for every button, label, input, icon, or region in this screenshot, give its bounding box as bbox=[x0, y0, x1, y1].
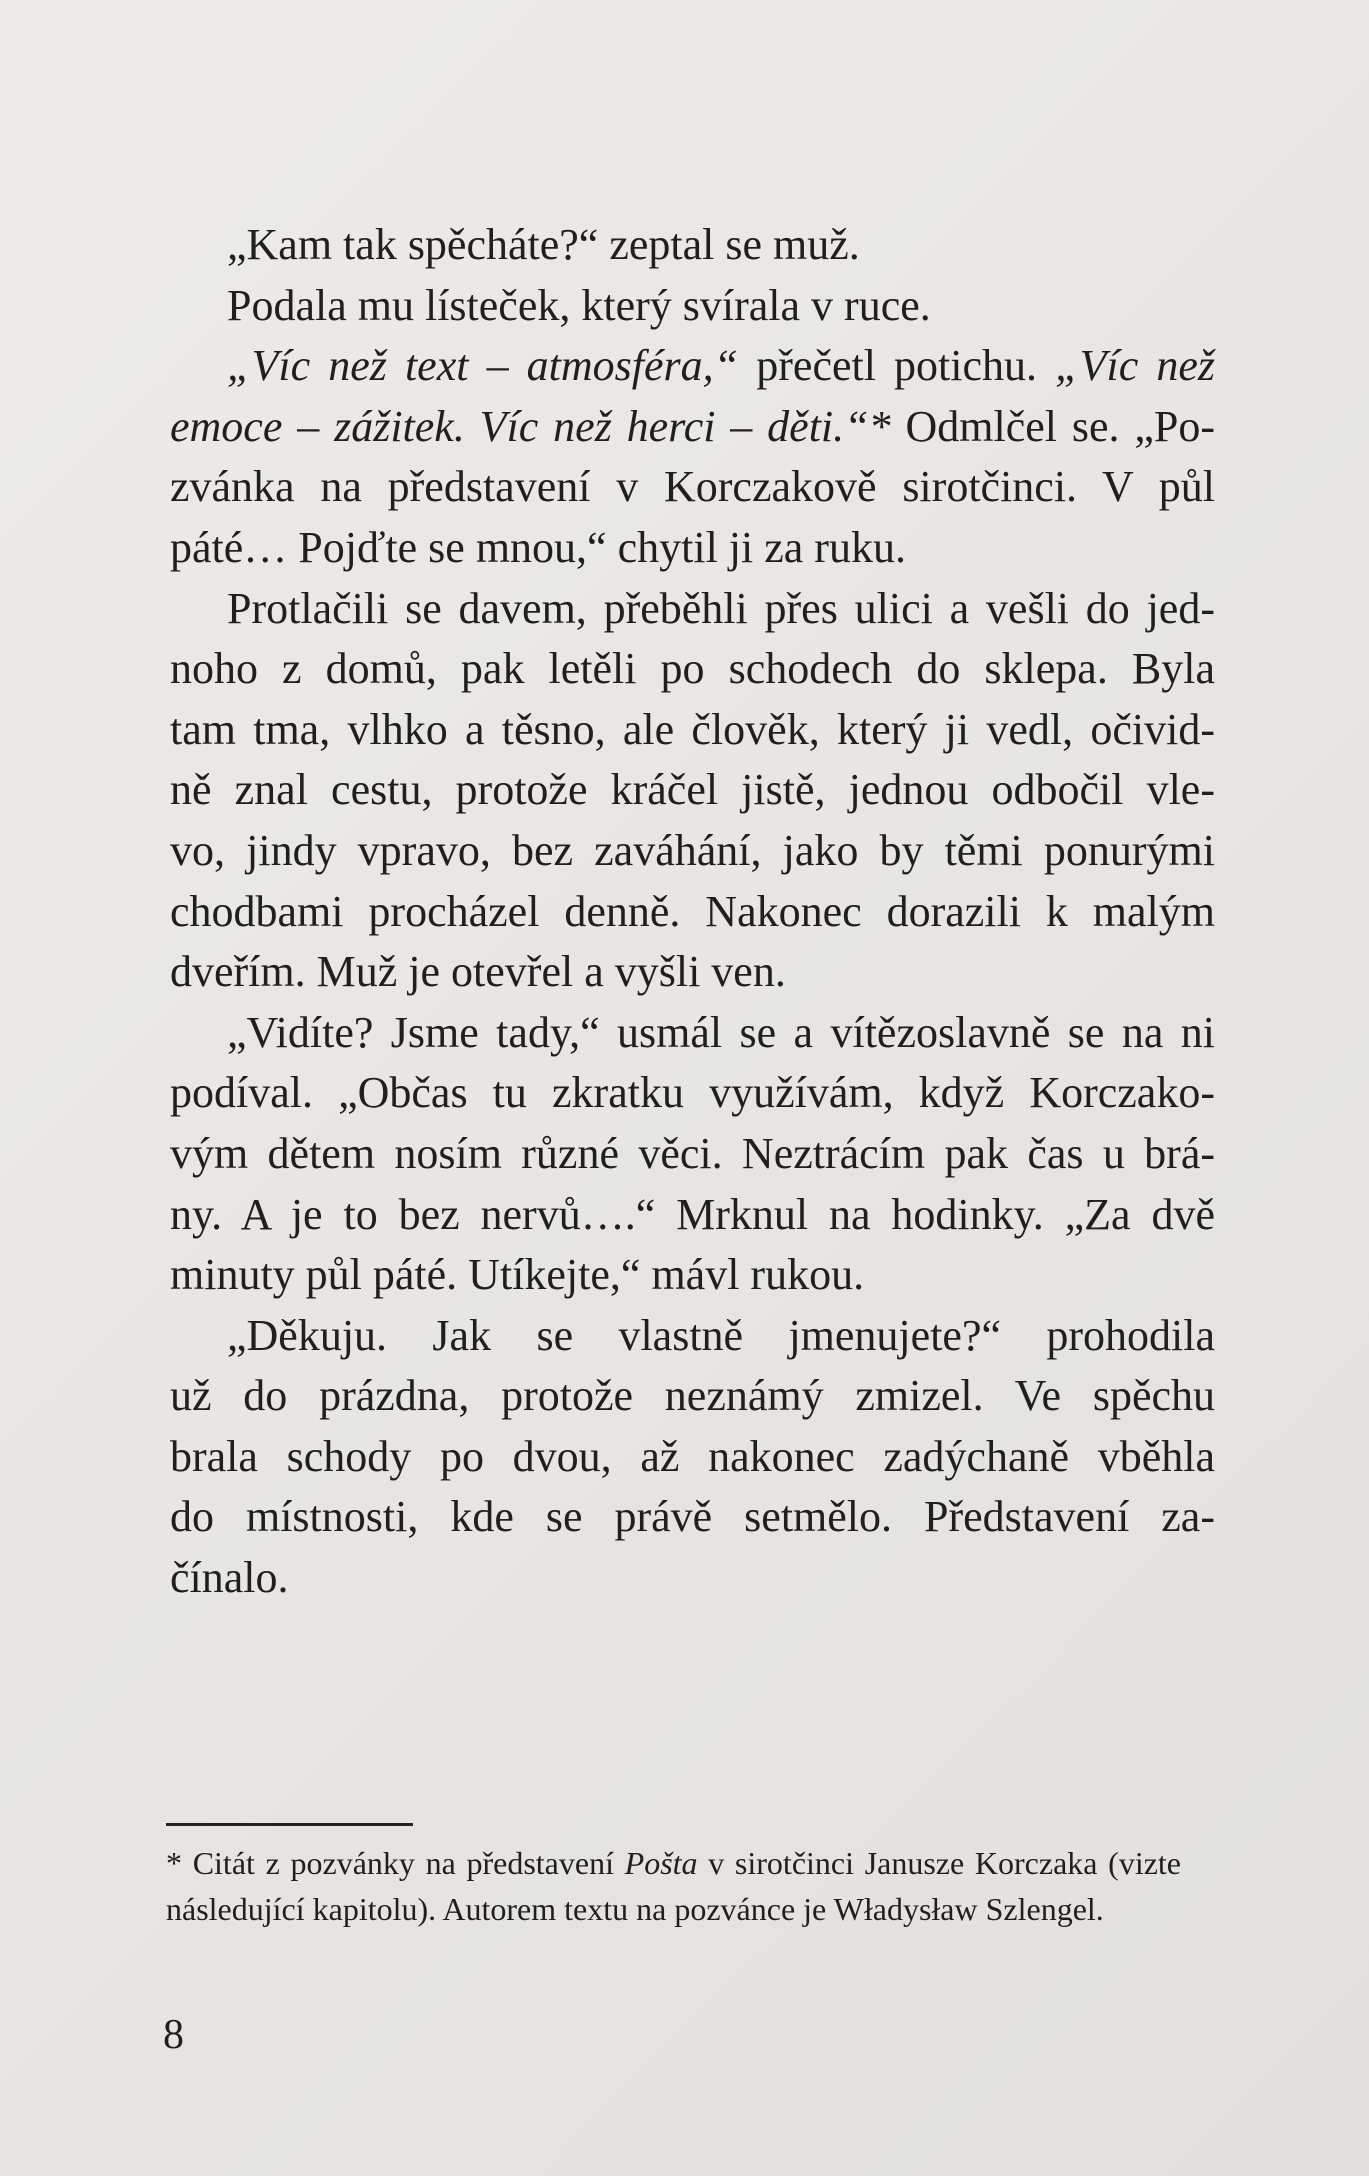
line-text: do místnosti, kde se právě setmělo. Představení za- bbox=[170, 1492, 1215, 1542]
text-line bbox=[170, 1003, 1215, 1064]
line-text: Odmlčel se. „Po- bbox=[890, 401, 1216, 451]
line-text: vo, jindy vpravo, bez zaváhání, jako by těmi ponurými bbox=[170, 825, 1215, 875]
text-line bbox=[170, 700, 1215, 761]
text-line bbox=[170, 760, 1215, 821]
text-line bbox=[170, 457, 1215, 518]
line-text: „Děkuju. Jak se vlastně jmenujete?“ prohodila bbox=[227, 1310, 1215, 1360]
text-line bbox=[170, 1306, 1215, 1367]
text-line bbox=[170, 336, 1215, 397]
text-line bbox=[170, 639, 1215, 700]
line-text: Podala mu lísteček, který svírala v ruce. bbox=[227, 280, 931, 330]
italic-text: emoce – zážitek. Víc než herci – děti.“* bbox=[170, 401, 891, 451]
line-text: ně znal cestu, protože kráčel jistě, jednou odbočil vle- bbox=[170, 765, 1215, 815]
line-text: brala schody po dvou, až nakonec zadýchaně vběhla bbox=[170, 1431, 1215, 1481]
line-text: podíval. „Občas tu zkratku využívám, když Korczako- bbox=[170, 1068, 1215, 1118]
text-line bbox=[170, 1185, 1215, 1246]
line-text: přečetl potichu. bbox=[738, 341, 1056, 391]
text-line bbox=[170, 942, 1215, 1003]
footnote-text: v sirotčinci Janusze Korczaka (vizte bbox=[697, 1845, 1181, 1881]
line-text: Protlačili se davem, přeběhli přes ulici a vešli do jed- bbox=[227, 583, 1215, 633]
text-line bbox=[170, 882, 1215, 943]
line-text: minuty půl páté. Utíkejte,“ mávl rukou. bbox=[170, 1250, 865, 1300]
text-line bbox=[170, 1063, 1215, 1124]
line-text: páté… Pojďte se mnou,“ chytil ji za ruku. bbox=[170, 522, 906, 572]
text-line bbox=[170, 397, 1215, 458]
line-text: už do prázdna, protože neznámý zmizel. Ve spěchu bbox=[170, 1371, 1215, 1421]
footnote-rule bbox=[166, 1823, 413, 1826]
text-line bbox=[170, 1487, 1215, 1548]
text-line bbox=[170, 276, 1215, 337]
line-text: noho z domů, pak letěli po schodech do sklepa. Byla bbox=[170, 644, 1215, 694]
line-text: chodbami procházel denně. Nakonec dorazili k malým bbox=[170, 886, 1215, 936]
text-line bbox=[170, 821, 1215, 882]
line-text: zvánka na představení v Korczakově sirotčinci. V půl bbox=[170, 462, 1215, 512]
text-line bbox=[170, 518, 1215, 579]
text-line bbox=[170, 1548, 1215, 1609]
text-line bbox=[170, 1427, 1215, 1488]
text-line bbox=[170, 1245, 1215, 1306]
footnote-line bbox=[166, 1840, 1181, 1886]
footnote-line bbox=[166, 1886, 1181, 1932]
italic-text: „Víc než text – atmosféra,“ bbox=[227, 341, 739, 391]
page-number: 8 bbox=[163, 2012, 184, 2058]
line-text: „Vidíte? Jsme tady,“ usmál se a vítězoslavně se na ni bbox=[227, 1007, 1215, 1057]
text-line bbox=[170, 1124, 1215, 1185]
line-text: čínalo. bbox=[170, 1553, 289, 1603]
text-line bbox=[170, 1366, 1215, 1427]
footnote-text: následující kapitolu). Autorem textu na pozvánce je Władysław Szlengel. bbox=[166, 1891, 1104, 1927]
footnote-italic-title: Pošta bbox=[624, 1845, 698, 1881]
body-text bbox=[170, 215, 1215, 1609]
text-line bbox=[170, 579, 1215, 640]
line-text: ny. A je to bez nervů….“ Mrknul na hodinky. „Za dvě bbox=[170, 1189, 1215, 1239]
footnote bbox=[166, 1840, 1181, 1932]
line-text: „Kam tak spěcháte?“ zeptal se muž. bbox=[227, 220, 860, 269]
footnote-text: * Citát z pozvánky na představení bbox=[166, 1845, 625, 1881]
italic-text: „Víc než bbox=[1055, 341, 1215, 391]
text-line bbox=[170, 215, 1215, 276]
line-text: dveřím. Muž je otevřel a vyšli ven. bbox=[170, 947, 786, 997]
line-text: tam tma, vlhko a těsno, ale člověk, který ji vedl, očivid- bbox=[170, 704, 1215, 754]
line-text: vým dětem nosím různé věci. Neztrácím pak čas u brá- bbox=[170, 1128, 1215, 1178]
